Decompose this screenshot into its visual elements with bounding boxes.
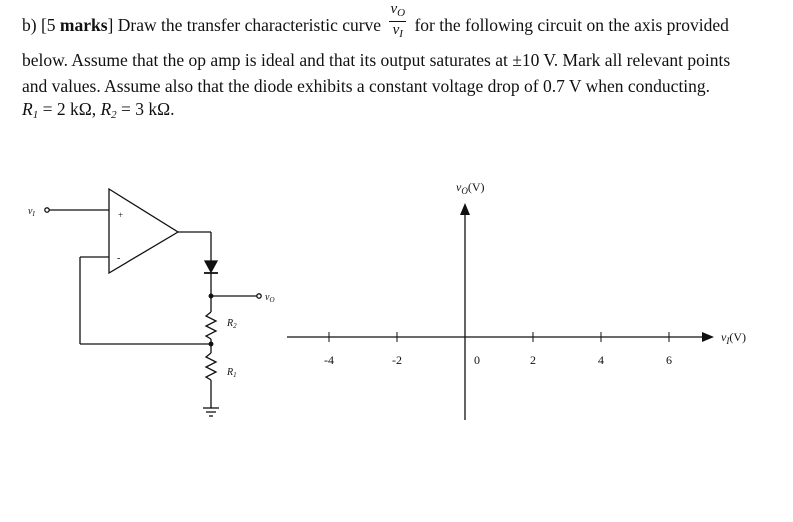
ground-icon bbox=[203, 408, 219, 416]
minus-sign: - bbox=[117, 253, 121, 264]
vi-terminal bbox=[45, 208, 49, 212]
question-line-4: $R_1 = 2$ kΩ, $R_2 = 3$ kΩ. bbox=[22, 99, 175, 121]
x-tick-label: -4 bbox=[324, 353, 334, 367]
transfer-axes bbox=[287, 203, 714, 420]
diode-icon bbox=[204, 261, 218, 273]
y-axis-arrow-icon bbox=[460, 203, 470, 215]
x-tick-label: 0 bbox=[474, 353, 480, 367]
x-tick-label: 2 bbox=[530, 353, 536, 367]
question-line-1: b) [5 marks] Draw the transfer characteristic curve $\frac{v_O}{v_I}$ for the following circuit on the axis provided bbox=[22, 1, 729, 40]
vi-label: $v_I$ bbox=[28, 206, 35, 218]
r1-label: $R_1$ bbox=[227, 367, 237, 379]
x-axis-label: $v_I(V)$ bbox=[721, 330, 746, 346]
x-tick-label: 4 bbox=[598, 353, 604, 367]
x-tick-label: -2 bbox=[392, 353, 402, 367]
x-axis-arrow-icon bbox=[702, 332, 714, 342]
question-line-2: below. Assume that the op amp is ideal and that its output saturates at ±10 V. Mark all relevant points bbox=[22, 50, 731, 70]
plus-sign: + bbox=[118, 210, 124, 220]
vo-label: $v_O$ bbox=[265, 292, 275, 304]
vo-over-vi-fraction: $\frac{v_O}{v_I}$ bbox=[390, 1, 406, 40]
x-tick-label: 6 bbox=[666, 353, 672, 367]
question-line-3: and values. Assume also that the diode exhibits a constant voltage drop of 0.7 V when conducting. bbox=[22, 76, 711, 96]
r2-resistor bbox=[206, 312, 216, 339]
r1-resistor bbox=[206, 353, 216, 380]
y-axis-label: $v_O(V)$ bbox=[456, 180, 485, 196]
circuit-diagram bbox=[45, 189, 261, 416]
r2-label: $R_2$ bbox=[227, 318, 237, 330]
vo-terminal bbox=[257, 294, 261, 298]
